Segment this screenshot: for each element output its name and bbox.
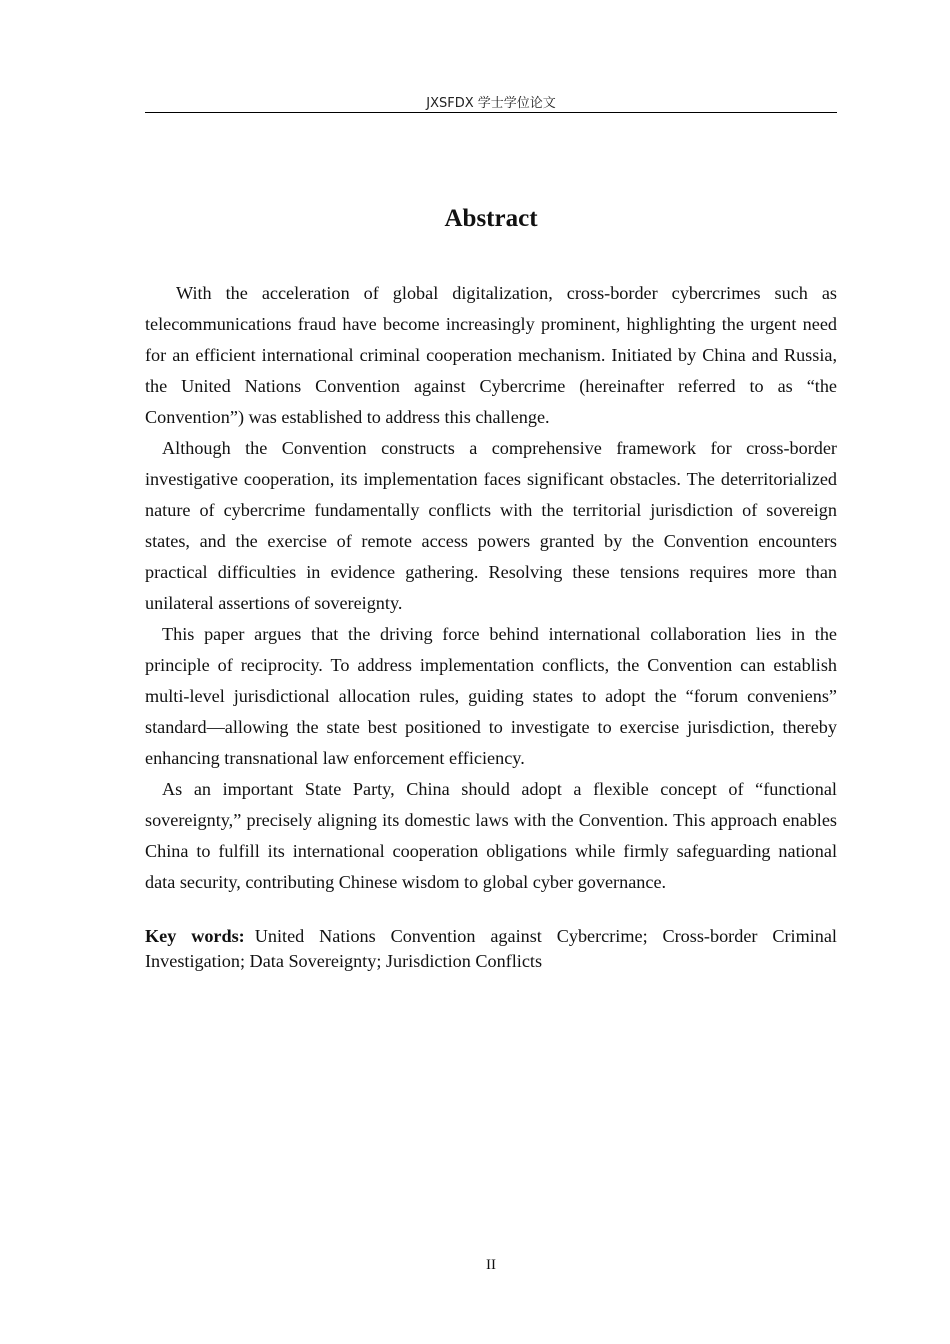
abstract-body: [145, 278, 837, 898]
keywords-label: Key words:: [145, 926, 245, 946]
keywords: [145, 924, 837, 974]
abstract-title: Abstract: [444, 205, 538, 232]
header-rule: [145, 112, 837, 113]
keywords-text: United Nations Convention against Cybercrime; Cross-border Criminal Investigation; Data Sovereignty; Jurisdiction Conflicts: [145, 926, 837, 971]
abstract-paragraph-3: This paper argues that the driving force behind international collaboration lies in the principle of reciprocity. To address implementation conflicts, the Convention can establish multi-level jurisdictional allocation rules, guiding states to adopt the “forum conveniens” standard—allowing the state best positioned to investigate to exercise jurisdiction, thereby enhancing transnational law enforcement efficiency.: [145, 624, 837, 768]
abstract-paragraph-2: Although the Convention constructs a comprehensive framework for cross-border investigative cooperation, its implementation faces significant obstacles. The deterritorialized nature of cybercrime fundamentally conflicts with the territorial jurisdiction of sovereign states, and the exercise of remote access powers granted by the Convention encounters practical difficulties in evidence gathering. Resolving these tensions requires more than unilateral assertions of sovereignty.: [145, 438, 837, 613]
page-number: II: [486, 1257, 496, 1273]
abstract-paragraph-4: As an important State Party, China should adopt a flexible concept of “functional sovereignty,” precisely aligning its domestic laws with the Convention. This approach enables China to fulfill its international cooperation obligations while firmly safeguarding national data security, contributing Chinese wisdom to global cyber governance.: [145, 779, 837, 892]
abstract-paragraph-1: With the acceleration of global digitalization, cross-border cybercrimes such as telecommunications fraud have become increasingly prominent, highlighting the urgent need for an efficient international criminal cooperation mechanism. Initiated by China and Russia, the United Nations Convention against Cybercrime (hereinafter referred to as “the Convention”) was established to address this challenge.: [145, 283, 837, 427]
running-header: JXSFDX 学士学位论文: [426, 96, 556, 111]
